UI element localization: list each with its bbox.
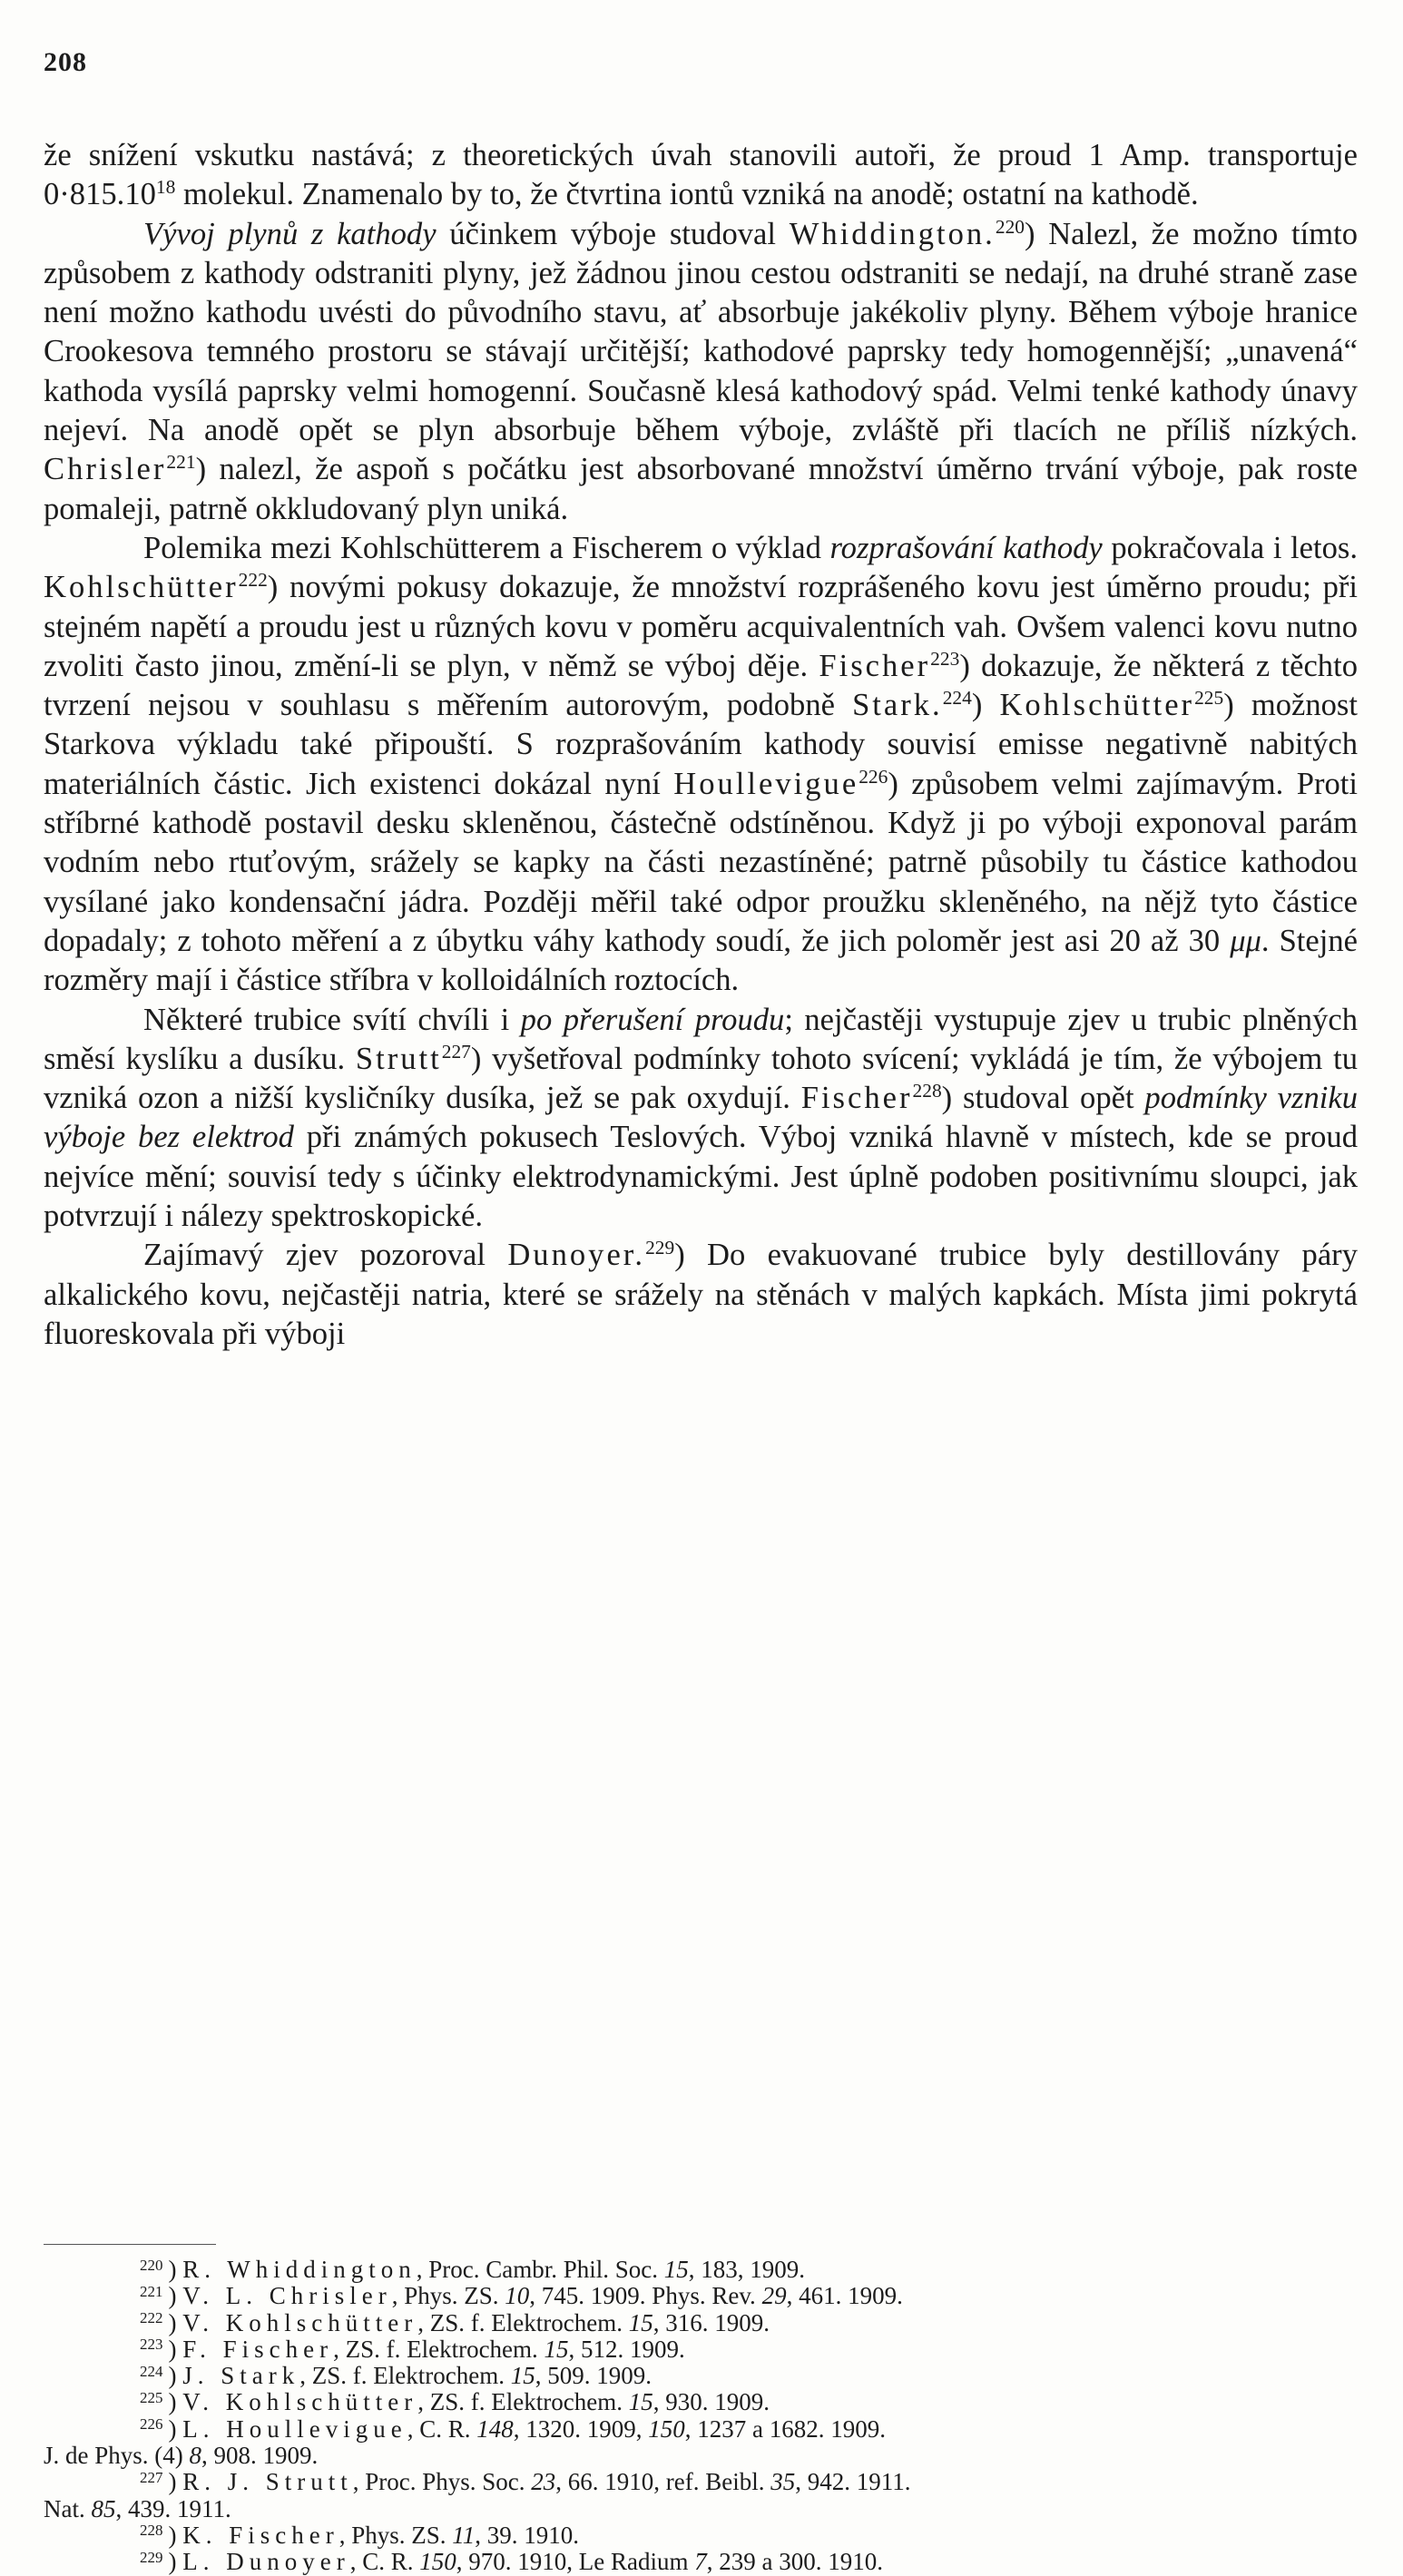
footnote-continuation: J. de Phys. (4) 8, 908. 1909. — [44, 2442, 319, 2470]
author-name: Fischer — [819, 648, 931, 683]
footnote: $^{229}$ ) L. Dunoyer, C. R. 150, 970. 1910, Le Radium 7, 239 a 300. 1910. — [140, 2548, 883, 2576]
author-name: Houllevigue — [673, 766, 859, 801]
footnote-ref: 229 — [645, 1237, 675, 1259]
footnote: $^{227}$ ) R. J. Strutt, Proc. Phys. Soc. 23, 66. 1910, ref. Beibl. 35, 942. 1911. — [140, 2468, 911, 2496]
author-name: Kohlschütter — [999, 688, 1195, 723]
section-title: rozprašování kathody — [829, 530, 1103, 565]
footnote-number: 223 — [140, 2336, 163, 2354]
paragraph: že snížení vskutku nastává; z theoretických úvah stanovili autoři, že proud 1 Amp. transportuje $0\cdot 815.10^{18}$ molekul. Znamenalo by to, že čtvrtina iontů vzniká na anodě; ostatní na kathodě. — [44, 138, 1358, 212]
footnote-number: 221 — [140, 2282, 163, 2300]
footnote-number: 220 — [140, 2256, 163, 2274]
unit: μμ — [1230, 923, 1261, 958]
footnote-ref: 227 — [441, 1041, 471, 1063]
footnote-ref: 226 — [858, 765, 888, 788]
section-title: po přerušení proudu — [520, 1002, 785, 1037]
section-title: podmínky vzniku výboje bez elektrod — [44, 1081, 1359, 1155]
footnote-continuation: Nat. 85, 439. 1911. — [44, 2494, 231, 2522]
author-name: Stark. — [852, 688, 943, 723]
footnote-number: 225 — [140, 2388, 163, 2406]
section-title: Vývoj plynů z kathody — [143, 216, 437, 251]
author-name: Chrisler — [44, 452, 167, 487]
footnote-number: 222 — [140, 2309, 163, 2327]
footnotes — [44, 2257, 1358, 2576]
main-text — [44, 136, 1358, 1354]
footnote-ref: 225 — [1194, 687, 1224, 710]
page-number: 208 — [44, 47, 87, 77]
footnote: $^{226}$ ) L. Houllevigue, C. R. 148, 1320. 1909, 150, 1237 a 1682. 1909. — [140, 2414, 886, 2443]
footnote: $^{223}$ ) F. Fischer, ZS. f. Elektrochem. 15, 512. 1909. — [140, 2335, 685, 2363]
author-name: Dunoyer. — [507, 1238, 646, 1273]
author-name: Strutt — [355, 1041, 442, 1076]
footnote-ref: 221 — [166, 451, 196, 474]
footnote-number: 226 — [140, 2415, 163, 2434]
footnote: $^{222}$ ) V. Kohlschütter, ZS. f. Elektrochem. 15, 316. 1909. — [140, 2308, 770, 2336]
footnote-number: 224 — [140, 2362, 163, 2380]
footnote-divider — [44, 2244, 216, 2245]
footnote: $^{228}$ ) K. Fischer, Phys. ZS. 11, 39. 1910. — [140, 2521, 580, 2549]
footnote-ref: 224 — [942, 687, 972, 710]
footnote: $^{225}$ ) V. Kohlschütter, ZS. f. Elektrochem. 15, 930. 1909. — [140, 2388, 770, 2416]
author-name: Kohlschütter — [44, 570, 239, 605]
footnote-ref: 223 — [930, 648, 960, 671]
paragraph: Polemika mezi Kohlschütterem a Fischerem o výklad rozprašování kathody pokračovala i letos. Kohlschütter$^{222}$) novými pokusy dokazuje, že množství rozprášeného kovu jest úměrno proudu; při stejném napětí a proudu jest u různých kovu v poměru acquivalentních vah. Ovšem valenci kovu nutno zvoliti často jinou, změní-li se plyn, v němž se výboj děje. Fischer$^{223}$) dokazuje, že některá z těchto tvrzení nejsou v souhlasu s měřením autorovým, podobně Stark.$^{224}$) Kohlschütter$^{225}$) možnost Starkova výkladu také připouští. S rozprašováním kathody souvisí emisse negativně nabitých materiálních částic. Jich existenci dokázal nyní Houllevigue$^{226}$) způsobem velmi zajímavým. Proti stříbrné kathodě postavil desku skleněnou, částečně odstíněnou. Když ji po výboji exponoval parám vodním nebo rtuťovým, srážely se kapky na části nezastíněné; patrně působily tu částice kathodou vysílané jako kondensační jádra. Později měřil také odpor proužku skleněného, na nějž tyto částice dopadaly; z tohoto měření a z úbytku váhy kathody soudí, že jich poloměr jest asi 20 až 30 μμ. Stejné rozměry mají i částice stříbra v kolloidálních roztocích. — [44, 530, 1359, 998]
footnote-ref: 228 — [912, 1080, 942, 1102]
footnote-number: 227 — [140, 2468, 163, 2486]
footnote: $^{220}$ ) R. Whiddington, Proc. Cambr. Phil. Soc. 15, 183, 1909. — [140, 2256, 806, 2283]
footnote-ref: 222 — [238, 569, 268, 592]
paragraph: Vývoj plynů z kathody účinkem výboje studoval Whiddington.$^{220}$) Nalezl, že možno tímto způsobem z kathody odstraniti plyny, jež žádnou jinou cestou odstraniti se nedají, na druhé straně zase není možno kathodu uvésti do původního stavu, ať absorbuje jakékoliv plyny. Během výboje hranice Crookesova temného prostoru se stávají určitější; kathodové paprsky tedy homogennější; „unavená“ kathoda vysílá paprsky velmi homogenní. Současně klesá kathodový spád. Velmi tenké kathody únavy nejeví. Na anodě opět se plyn absorbuje během výboje, zvláště při tlacích ne příliš nízkých. Chrisler$^{221}$) nalezl, že aspoň s počátku jest absorbované množství úměrno trvání výboje, pak roste pomaleji, patrně okkludovaný plyn uniká. — [44, 215, 1358, 526]
author-name: Whiddington. — [789, 216, 996, 251]
footnote-ref: 220 — [995, 215, 1025, 238]
footnote: $^{224}$ ) J. Stark, ZS. f. Elektrochem. 15, 509. 1909. — [140, 2362, 652, 2390]
author-name: Fischer — [800, 1081, 913, 1116]
footnote-number: 228 — [140, 2522, 163, 2540]
paragraph: Některé trubice svítí chvíli i po přerušení proudu; nejčastěji vystupuje zjev u trubic plněných směsí kyslíku a dusíku. Strutt$^{227}$) vyšetřoval podmínky tohoto svícení; vykládá je tím, že výbojem tu vzniká ozon a nižší kysličníky dusíka, jež se pak oxydují. Fischer$^{228}$) studoval opět podmínky vzniku výboje bez elektrod při známých pokusech Teslových. Výboj vzniká hlavně v místech, kde se proud nejvíce mění; souvisí tedy s účinky elektrodynamickými. Jest úplně podoben positivnímu sloupci, jak potvrzují i nálezy spektroskopické. — [44, 1002, 1359, 1234]
paragraph: Zajímavý zjev pozoroval Dunoyer.$^{229}$) Do evakuované trubice byly destillovány páry alkalického kovu, nejčastěji natria, které se srážely na stěnách v malých kapkách. Místa jimi pokrytá fluoreskovala při výboji — [44, 1237, 1358, 1351]
footnote: $^{221}$ ) V. L. Chrisler, Phys. ZS. 10, 745. 1909. Phys. Rev. 29, 461. 1909. — [140, 2282, 903, 2310]
footnote-number: 229 — [140, 2548, 163, 2566]
